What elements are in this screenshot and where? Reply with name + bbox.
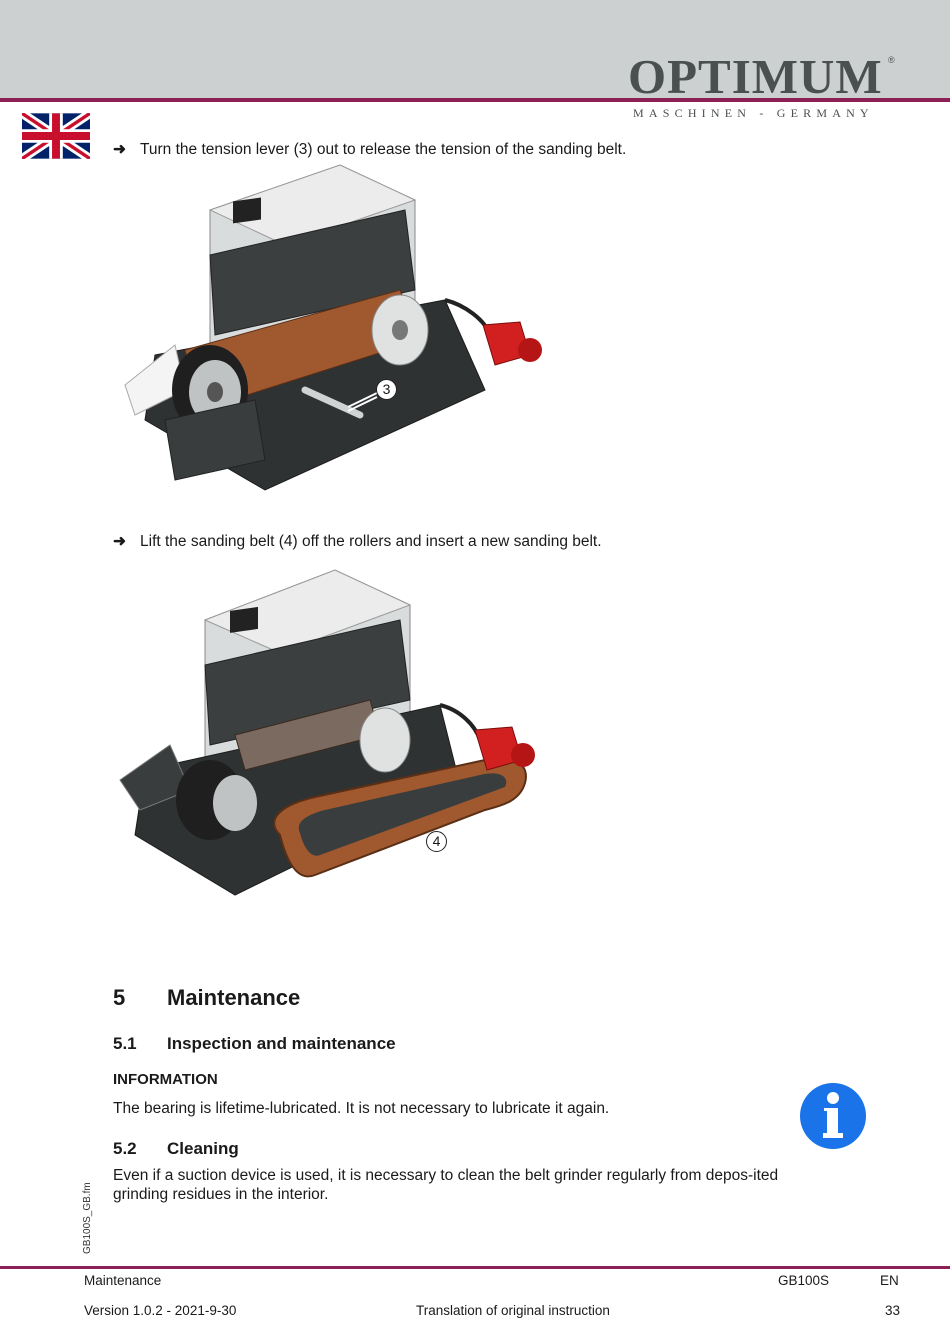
footer-section-name: Maintenance xyxy=(84,1273,162,1288)
subsection-number: 5.2 xyxy=(113,1139,137,1158)
arrow-icon: ➜ xyxy=(113,533,126,550)
footer-version: Version 1.0.2 - 2021-9-30 xyxy=(84,1303,237,1318)
callout-3: 3 xyxy=(376,379,397,400)
section-heading xyxy=(113,985,300,1011)
uk-flag-icon xyxy=(22,113,90,159)
section-number: 5 xyxy=(113,985,126,1010)
footer-translation-note: Translation of original instruction xyxy=(416,1303,610,1318)
subsection-number: 5.1 xyxy=(113,1034,137,1053)
information-text: The bearing is lifetime-lubricated. It is not necessary to lubricate it again. xyxy=(113,1100,610,1117)
information-label: INFORMATION xyxy=(113,1071,218,1088)
brand-logo: OPTIMUM xyxy=(628,49,883,104)
footer-rule xyxy=(0,1266,950,1269)
step-text: Turn the tension lever (3) out to release the tension of the sanding belt. xyxy=(140,141,627,158)
page-number: 33 xyxy=(885,1303,901,1318)
step-text: Lift the sanding belt (4) off the rollers and insert a new sanding belt. xyxy=(140,533,602,550)
step-release-tension xyxy=(113,140,626,159)
footer-model: GB100S xyxy=(778,1273,830,1288)
callout-4: 4 xyxy=(426,831,447,852)
registered-mark: ® xyxy=(888,55,895,65)
subsection-title: Inspection and maintenance xyxy=(167,1034,396,1053)
step-replace-belt xyxy=(113,532,602,551)
brand-tagline: MASCHINEN - GERMANY xyxy=(633,106,874,120)
subsection-heading-inspection xyxy=(113,1034,396,1054)
subsection-heading-cleaning xyxy=(113,1139,239,1159)
info-icon xyxy=(799,1082,867,1150)
belt-grinder-figure-belt-removed xyxy=(115,565,555,905)
cleaning-text: Even if a suction device is used, it is necessary to clean the belt grinder regularly from depos-ited grinding residues in the interior. xyxy=(113,1167,779,1203)
subsection-title: Cleaning xyxy=(167,1139,239,1158)
source-file-label: GB100S_GB.fm xyxy=(82,1182,93,1254)
belt-grinder-figure-tension xyxy=(115,160,555,500)
arrow-icon: ➜ xyxy=(113,141,126,158)
section-title: Maintenance xyxy=(167,985,301,1010)
footer-language: EN xyxy=(880,1273,899,1288)
